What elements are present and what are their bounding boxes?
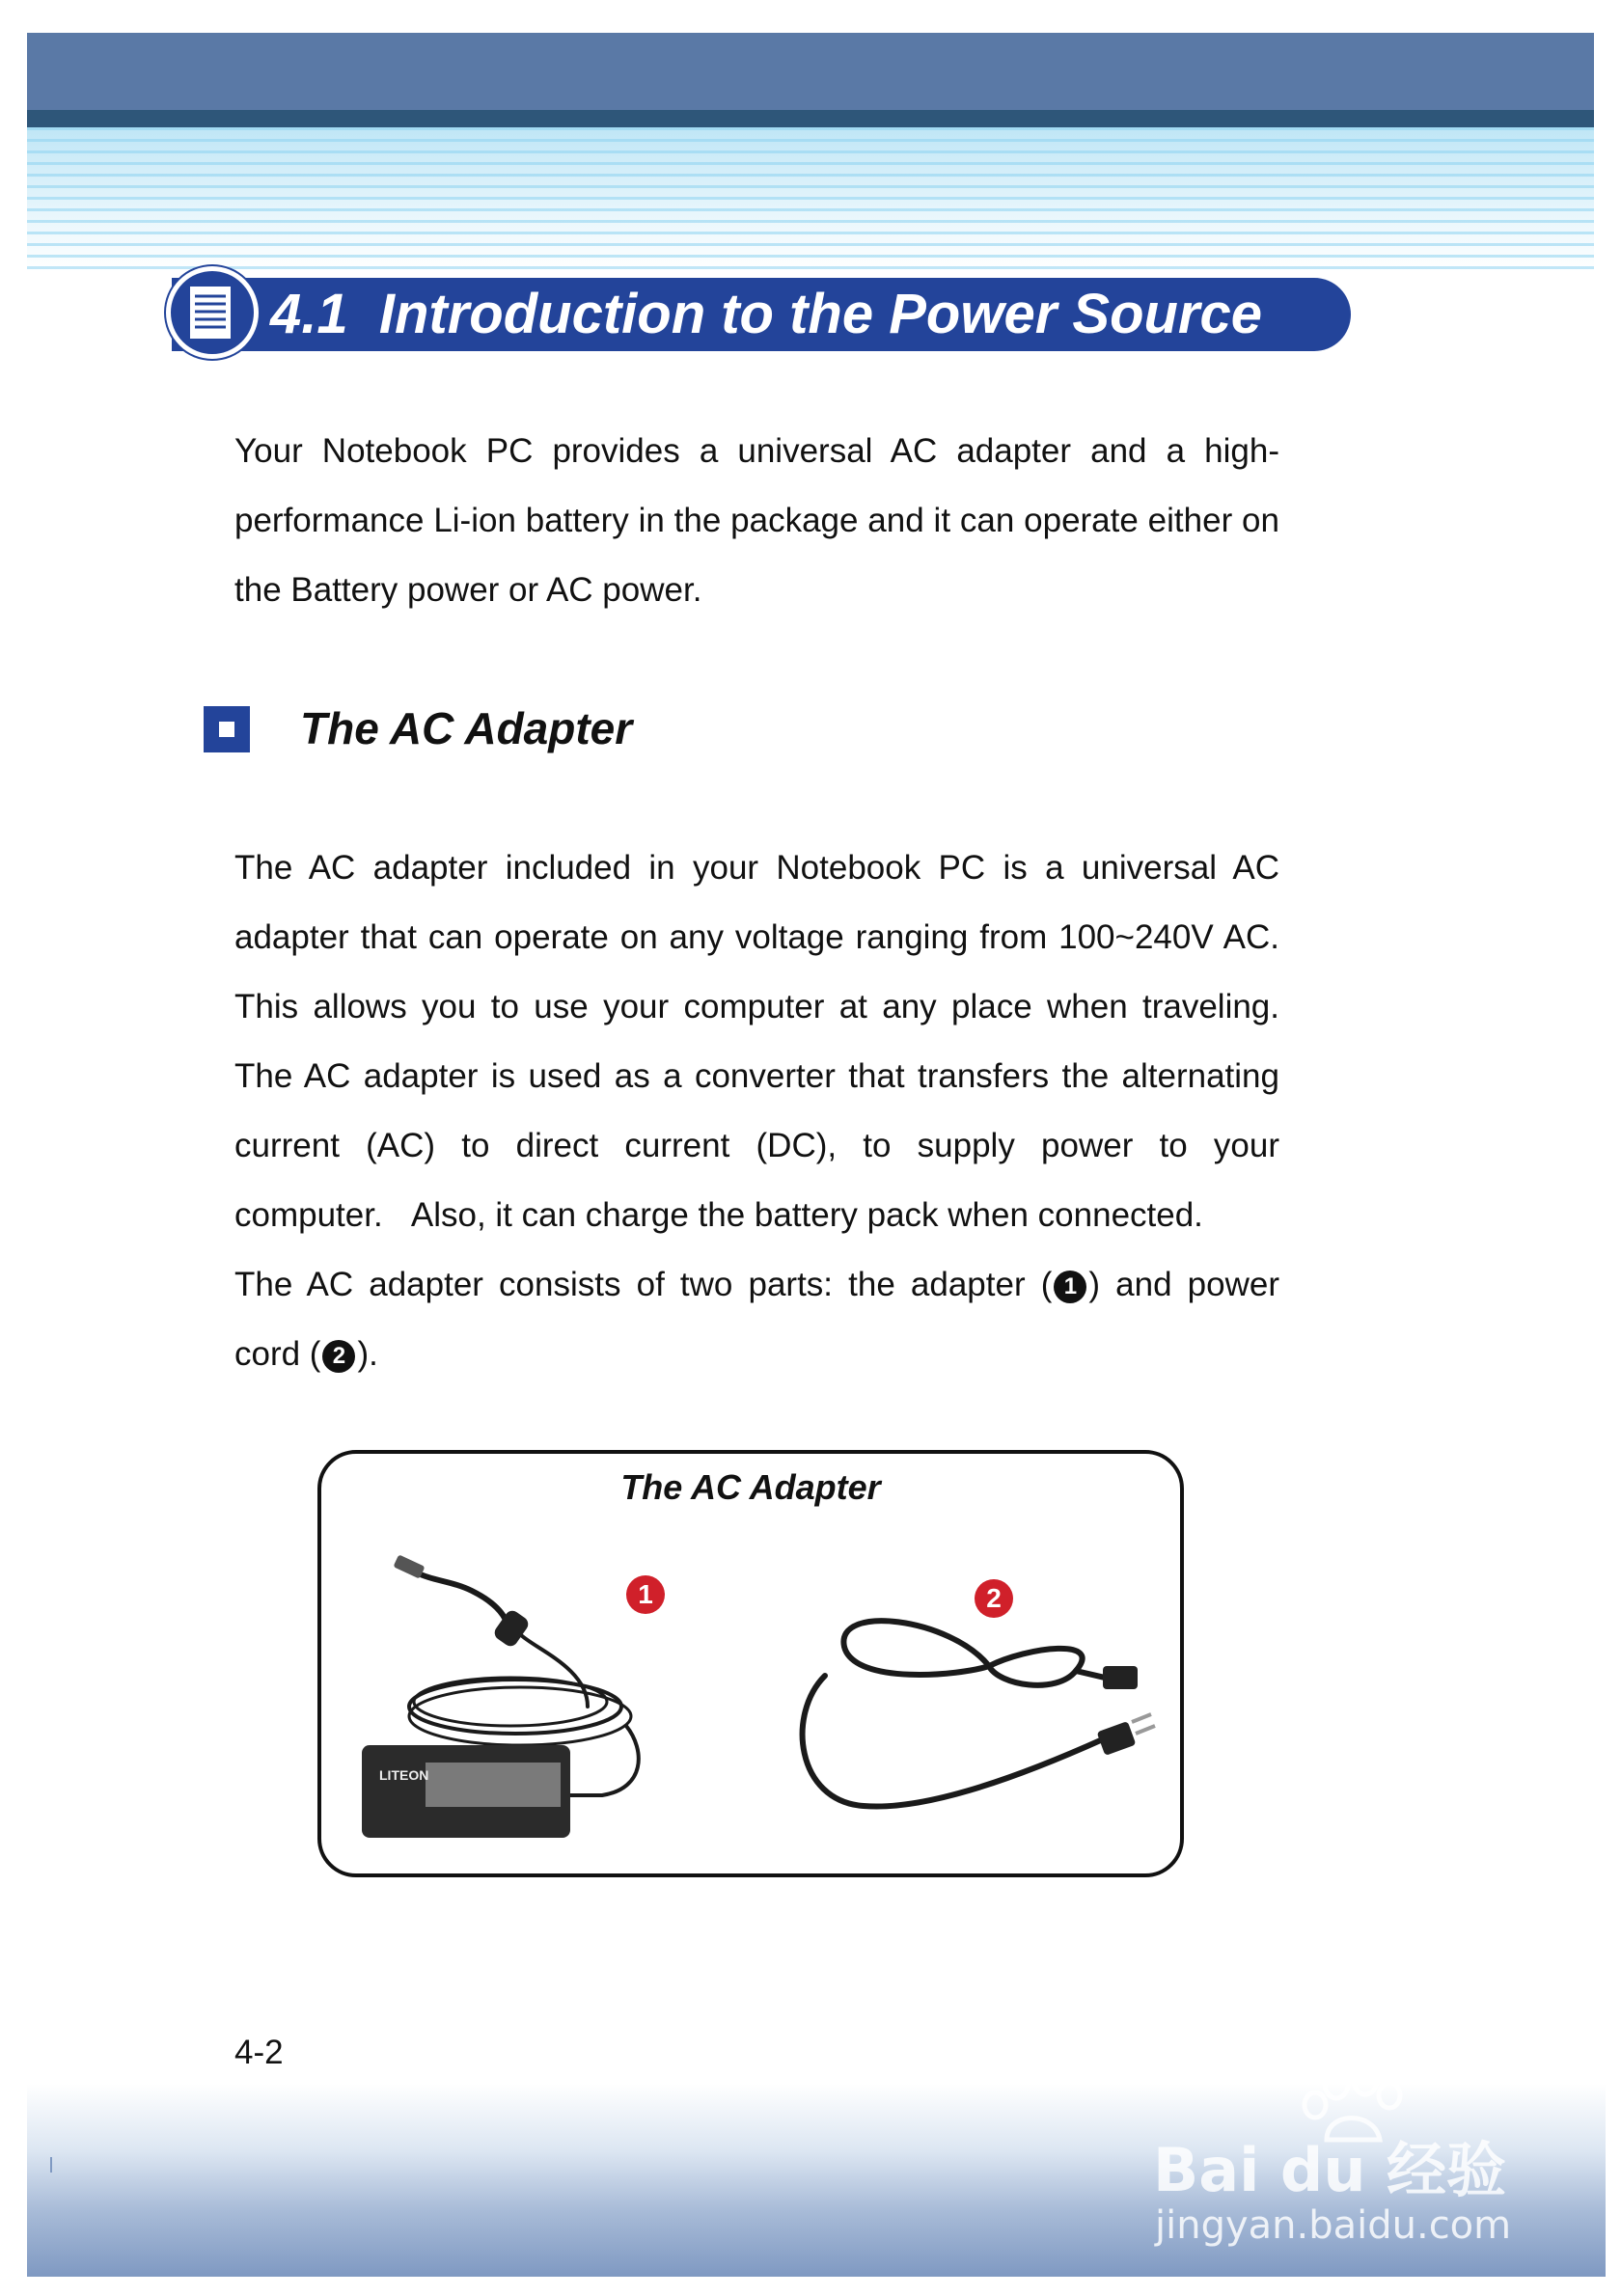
figure-marker-2: 2 — [975, 1579, 1013, 1618]
footer-tick — [50, 2157, 52, 2173]
figure-box — [317, 1450, 1184, 1877]
watermark-url: jingyan.baidu.com — [1155, 2203, 1512, 2248]
subsection-title: The AC Adapter — [300, 703, 633, 753]
intro-paragraph: Your Notebook PC provides a universal AC adapter and a high-performance Li-ion battery in the package and it can operate either on the Battery power or AC power. — [234, 432, 1279, 609]
marker-1-inline: 1 — [1054, 1271, 1086, 1303]
square-bullet-icon — [204, 706, 250, 752]
baidu-watermark — [1153, 2063, 1558, 2255]
adapter-brand-label: LITEON — [379, 1767, 429, 1783]
page-number: 4-2 — [234, 2034, 284, 2071]
header-stripes — [27, 127, 1594, 272]
watermark-brand: Bai du 经验 — [1153, 2135, 1507, 2205]
header-band — [27, 33, 1594, 110]
header-band-line — [27, 110, 1594, 127]
power-cord-photo — [786, 1608, 1163, 1830]
section-title-text: Introduction to the Power Source — [378, 283, 1263, 345]
parts-paragraph: The AC adapter consists of two parts: the adapter ( 1 ) and power cord ( 2 ). — [234, 1266, 1280, 1373]
figure-marker-1: 1 — [626, 1575, 665, 1614]
document-icon — [166, 266, 259, 359]
figure-caption: The AC Adapter — [620, 1467, 881, 1507]
marker-2-inline: 2 — [322, 1340, 355, 1373]
body-paragraph: The AC adapter included in your Notebook PC is a universal AC adapter that can operate on any voltage ranging from 100~240V AC. This allows you to use your computer at any place when traveling. The AC adapter is used as a converter that transfers the alternating current (AC) to direct current (DC), to supply power to your computer. Also, it can charge the battery pack when connected. — [234, 849, 1279, 1234]
section-number: 4.1 — [270, 283, 348, 345]
section-title — [270, 278, 1262, 351]
